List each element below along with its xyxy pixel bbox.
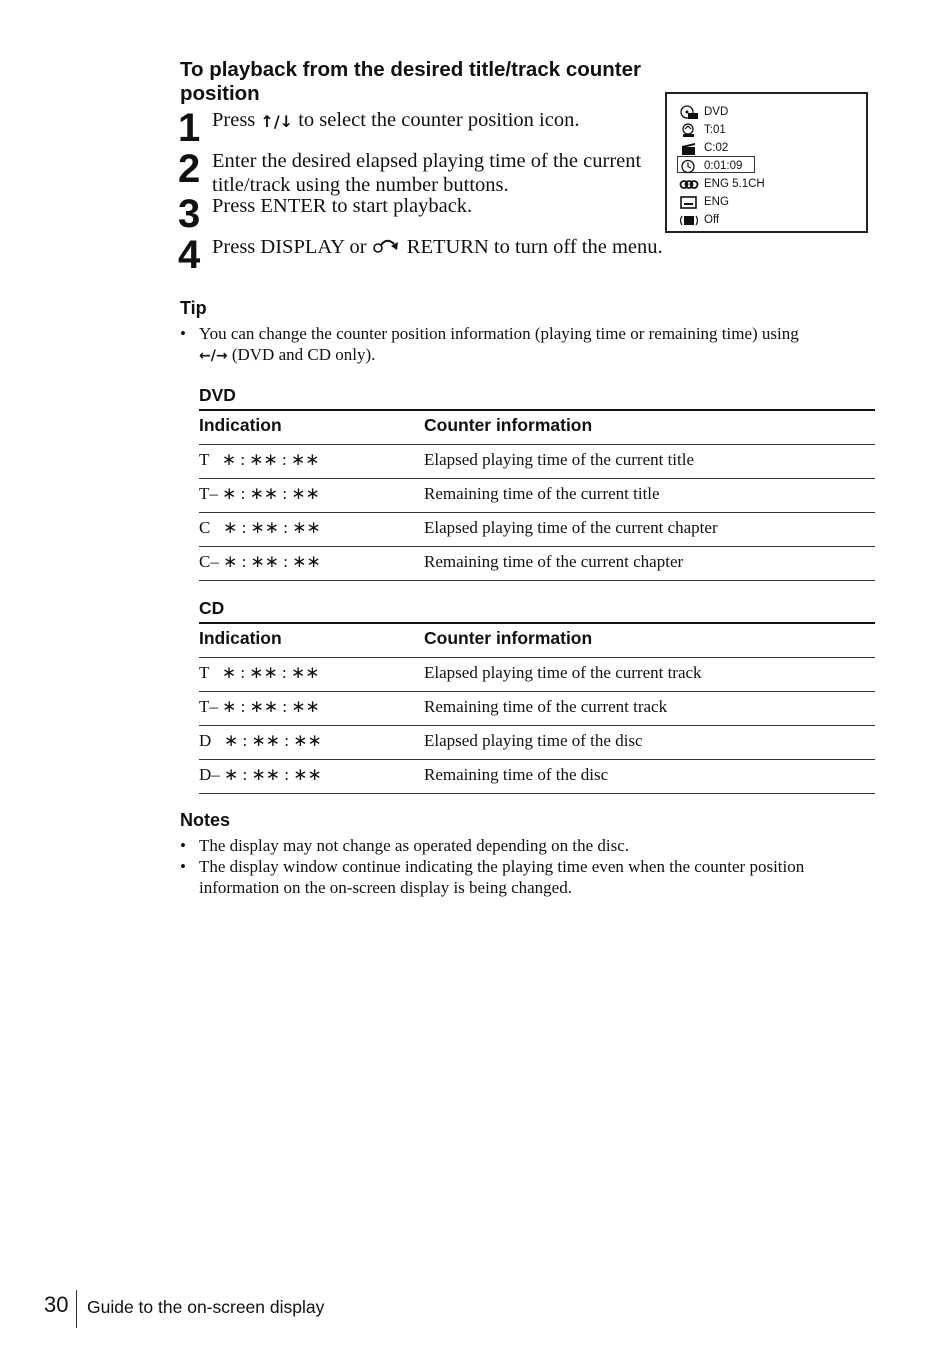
table-rule [199,512,875,513]
table-rule [199,691,875,692]
step-text-line: title/track using the number buttons. [212,174,509,196]
notes-text-line: The display may not change as operated depending on the disc. [199,836,630,855]
table-rule [199,546,875,547]
table-cell-indication: T– ∗ : ∗∗ : ∗∗ [199,484,320,503]
column-header-indication: Indication [199,628,282,648]
osd-label: 0:01:09 [704,160,743,172]
table-cell-indication: T– ∗ : ∗∗ : ∗∗ [199,697,320,716]
return-icon [372,238,402,254]
up-down-arrows-icon: ↑/↓ [260,112,294,131]
table-cell-counter-info: Elapsed playing time of the disc [424,731,643,750]
column-header-counter-information: Counter information [424,628,593,648]
disc-icon [679,105,699,120]
table-rule [199,657,875,658]
table-rule [199,793,875,794]
table-rule [199,580,875,581]
osd-label: Off [704,214,720,226]
notes-text-line: The display window continue indicating the playing time even when the counter position [199,857,805,876]
tip-heading: Tip [180,298,207,318]
footer-divider [76,1290,77,1328]
step-number: 4 [178,233,200,277]
table-rule [199,478,875,479]
osd-label: T:01 [704,124,726,136]
column-header-counter-information: Counter information [424,415,593,435]
step-text-before: Press DISPLAY or [212,236,372,258]
dvd-table-title: DVD [199,385,236,405]
step-text [212,108,579,134]
clock-icon [679,159,699,174]
tip-text-line: You can change the counter position information (playing time or remaining time) using [199,324,799,343]
table-cell-counter-info: Remaining time of the current track [424,697,668,716]
table-cell-indication: D– ∗ : ∗∗ : ∗∗ [199,765,322,784]
table-cell-counter-info: Remaining time of the current chapter [424,552,684,571]
table-cell-counter-info: Elapsed playing time of the current track [424,663,702,682]
table-top-rule [199,409,875,411]
column-header-indication: Indication [199,415,282,435]
table-cell-indication: T ∗ : ∗∗ : ∗∗ [199,663,320,682]
notes-text-line: information on the on-screen display is being changed. [199,878,572,897]
osd-label: C:02 [704,142,729,154]
table-cell-indication: C– ∗ : ∗∗ : ∗∗ [199,552,321,571]
table-cell-indication: D ∗ : ∗∗ : ∗∗ [199,731,322,750]
notes-heading: Notes [180,810,231,830]
tip-text-line: (DVD and CD only). [227,345,376,364]
left-right-arrows-icon: ←/→ [199,348,228,364]
table-cell-counter-info: Remaining time of the disc [424,765,609,784]
section-heading: To playback from the desired title/track counter position [180,58,641,105]
step-text-before: Press [212,109,261,131]
step-number: 2 [178,147,200,191]
step-text-after: to select the counter position icon. [293,109,580,131]
step-number: 3 [178,192,200,236]
subtitle-icon [679,195,699,210]
step-text [212,235,663,259]
step-text: Press ENTER to start playback. [212,195,473,217]
table-rule [199,725,875,726]
table-cell-counter-info: Elapsed playing time of the current chapter [424,518,718,537]
title-icon [679,123,699,138]
cd-table-title: CD [199,598,225,618]
osd-menu-panel [665,92,868,233]
osd-label: ENG 5.1CH [704,178,765,190]
table-cell-indication: C ∗ : ∗∗ : ∗∗ [199,518,321,537]
table-cell-counter-info: Elapsed playing time of the current title [424,450,695,469]
page-number: 30 [44,1292,69,1317]
osd-label: ENG [704,196,729,208]
chapter-clapper-icon [679,141,699,156]
audio-icon [679,177,699,192]
table-rule [199,759,875,760]
footer-section-title: Guide to the on-screen display [87,1297,325,1317]
table-top-rule [199,622,875,624]
table-rule [199,444,875,445]
osd-label: DVD [704,106,729,118]
step-text-after: RETURN to turn off the menu. [401,236,663,258]
surround-icon [679,213,699,228]
table-cell-counter-info: Remaining time of the current title [424,484,660,503]
table-cell-indication: T ∗ : ∗∗ : ∗∗ [199,450,320,469]
step-text [212,149,641,197]
step-text-line: Enter the desired elapsed playing time of the current [212,150,642,172]
step-number: 1 [178,106,200,150]
